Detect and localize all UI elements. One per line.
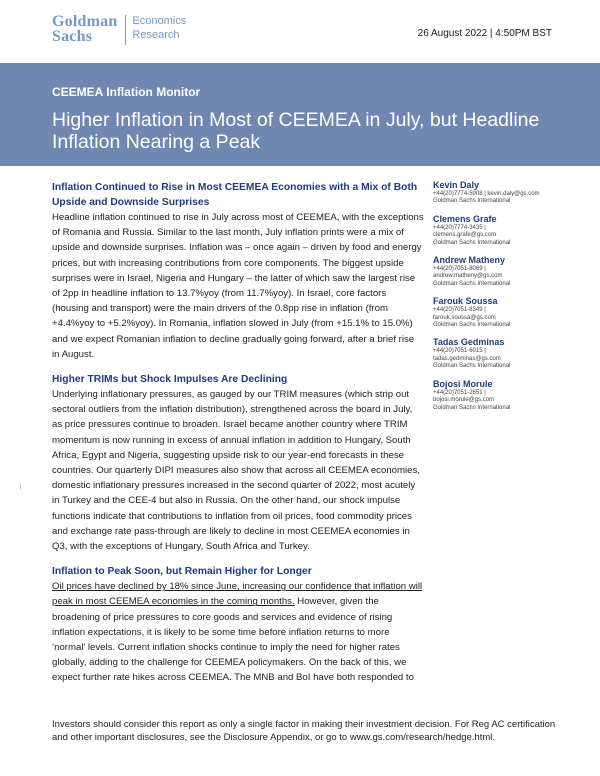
author-firm: Goldman Sachs International xyxy=(433,363,511,370)
margin-mark: | xyxy=(20,484,22,490)
logo-line-2: Sachs xyxy=(52,28,93,45)
section-heading: Inflation Continued to Rise in Most CEEMEA Economies with a Mix of Both Upside and Downside Surprises xyxy=(52,182,418,208)
author-card xyxy=(433,296,563,329)
author-firm: Goldman Sachs International xyxy=(433,198,511,205)
title-banner xyxy=(0,63,600,166)
author-phone: +44(20)7051-8349 | xyxy=(433,307,486,314)
section-body: Headline inflation continued to rise in July across most of CEEMEA, with the exceptions of Romania and Russia. Similar to the last month, July inflation prints were a mix of upside and downside surprises. Inflation was – once again – driven by food and energy prices, but with increasing contributions from core components. The biggest upside surprises were in Israel, Nigeria and Hungary – the latter of which saw the largest rise of 2pp in headline inflation to 13.7%yoy (from 11.7%yoy). In Israel, core factors (housing and transport) were the main drivers of the 0.8pp rise in inflation (from +4.4%yoy to +5.2%yoy). In Romania, inflation slowed in July (from +15.1% to 15.0%) and we expect Romanian inflation to decline gradually going forward, after a brief rise in August. xyxy=(52,212,424,360)
author-name: Farouk Soussa xyxy=(433,296,498,307)
section-heading: Inflation to Peak Soon, but Remain Higher for Longer xyxy=(52,566,312,578)
section-body: Underlying inflationary pressures, as gauged by our TRIM measures (which strip out sectoral outliers from the inflation distribution), strengthened across the board in July, as price pressures continue to broaden. Israel became another country where TRIM momentum is now running in excess of annual inflation in addition to Hungary, South Africa, Egypt and Nigeria, suggesting upside risk to our year-end forecasts in these countries. Our quarterly DIPI measures also show that across all CEEMEA economies, domestic inflationary pressures increased in the second quarter of 2022, most acutely in Turkey and the CEE-4 but also in Russia. On the other hand, our shock impulse functions indicate that contributions to inflation from oil prices, food commodity prices and exchange rate pass-through are likely to decline in most CEEMEA economies in Q3, with the exceptions of Hungary, South Africa and Turkey. xyxy=(52,389,420,553)
author-card xyxy=(433,379,563,412)
series-name: CEEMEA Inflation Monitor xyxy=(52,85,201,99)
author-contact[interactable]: +44(20)7774-5908 | kevin.daly@gs.com xyxy=(433,191,540,197)
disclosure-footer: Investors should consider this report as only a single factor in making their investment decision. For Reg AC certification and other important disclosures, see the Disclosure Appendix, or go to www.gs.com/research/hedge.html. xyxy=(52,719,556,743)
section-2 xyxy=(52,372,424,554)
page-header xyxy=(0,0,600,60)
section-body xyxy=(52,579,424,685)
section-heading: Higher TRIMs but Shock Impulses Are Declining xyxy=(52,374,288,386)
goldman-sachs-logo xyxy=(52,14,186,45)
department-label xyxy=(132,14,186,42)
author-email[interactable]: clemens.grafe@gs.com xyxy=(433,232,497,239)
author-name: Bojosi Morule xyxy=(433,378,493,389)
author-name: Andrew Matheny xyxy=(433,255,506,266)
author-email[interactable]: andrew.matheny@gs.com xyxy=(433,273,503,280)
author-email[interactable]: tadas.gedminas@gs.com xyxy=(433,355,501,362)
author-name: Tadas Gedminas xyxy=(433,337,505,348)
author-name: Kevin Daly xyxy=(433,180,480,190)
department-line-2: Research xyxy=(132,29,180,41)
author-phone: +44(20)7051-2651 | xyxy=(433,389,486,396)
underlined-statement: Oil prices have declined by 18% since June, increasing our confidence that inflation will peak in most CEEMEA economies in the coming months. xyxy=(52,581,423,608)
author-firm: Goldman Sachs International xyxy=(433,322,511,329)
author-email[interactable]: bojosi.morule@gs.com xyxy=(433,397,495,404)
logo-line-1: Goldman xyxy=(52,13,118,30)
section-3 xyxy=(52,564,424,685)
author-firm: Goldman Sachs International xyxy=(433,239,511,246)
author-list xyxy=(433,180,563,420)
author-card xyxy=(433,180,563,206)
author-phone: +44(20)7051-8069 | xyxy=(433,266,486,273)
author-card xyxy=(433,337,563,370)
author-firm: Goldman Sachs International xyxy=(433,404,511,411)
logo-divider xyxy=(125,15,126,45)
author-firm: Goldman Sachs International xyxy=(433,280,511,287)
report-title: Higher Inflation in Most of CEEMEA in July, but Headline Inflation Nearing a Peak xyxy=(52,109,540,153)
section-1 xyxy=(52,180,424,362)
logo-wordmark xyxy=(52,14,117,44)
author-card xyxy=(433,214,563,247)
department-line-1: Economics xyxy=(132,15,187,27)
author-phone: +44(20)7774-3435 | xyxy=(433,224,486,231)
author-name: Clemens Grafe xyxy=(433,213,497,224)
author-card xyxy=(433,255,563,288)
publication-date: 26 August 2022 | 4:50PM BST xyxy=(417,28,552,39)
main-content xyxy=(52,180,424,686)
author-phone: +44(20)7051-6015 | xyxy=(433,348,486,355)
author-email[interactable]: farouk.soussa@gs.com xyxy=(433,314,496,321)
section-body-rest: However, given the broadening of price pressures to core goods and services and evidence of rising inflation expectations, it is likely to be some time before inflation returns to more ‘normal’ levels. Current inflation shocks continue to imply the need for higher rates globally, adding to the challenge for CEEMEA policymakers. On the back of this, we expect further rate hikes across CEEMEA. The MNB and BoI have both responded to xyxy=(52,596,414,684)
